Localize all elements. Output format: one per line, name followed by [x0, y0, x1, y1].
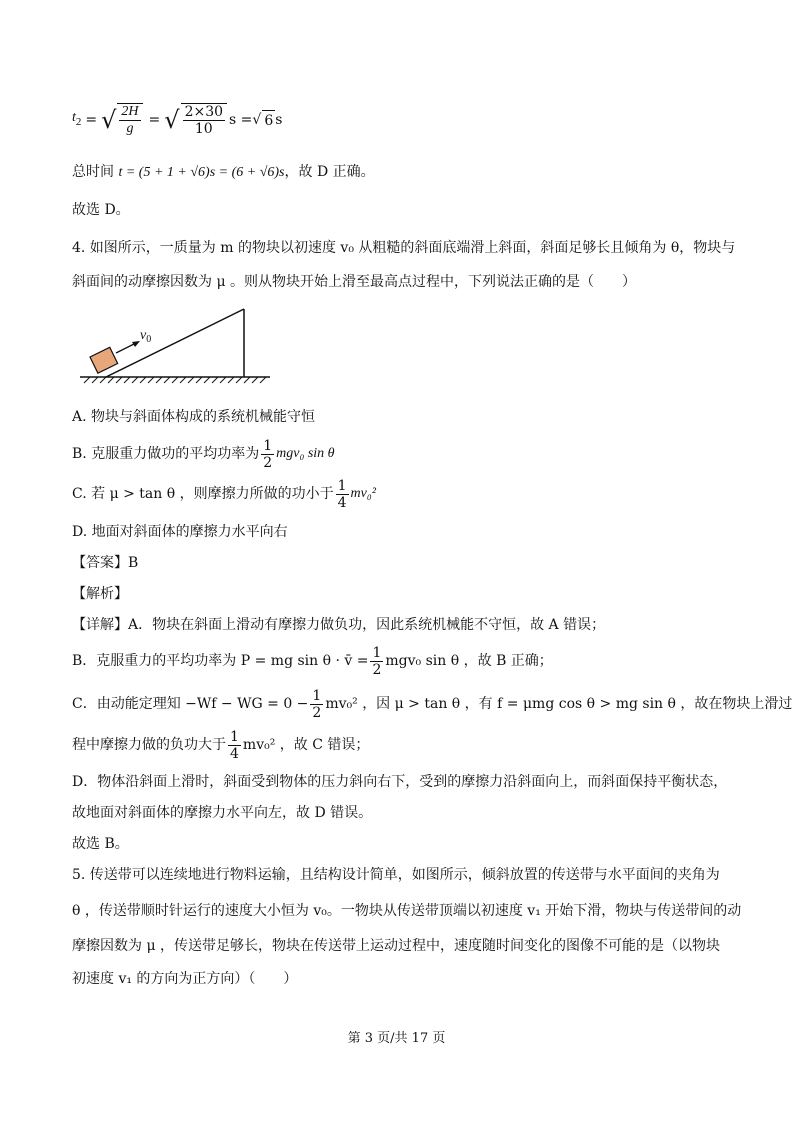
- detail-d-1: D．物体沿斜面上滑时，斜面受到物体的压力斜向右下，受到的摩擦力沿斜面向上，而斜面保持平衡状态，: [72, 774, 728, 790]
- q5-line4: 初速度 v₁ 的方向为正方向）（ ）: [72, 971, 298, 987]
- q5-line1: 5. 传送带可以连续地进行物料运输，且结构设计简单，如图所示，倾斜放置的传送带与水平面间的夹角为: [72, 867, 720, 883]
- q4-option-b: B. 克服重力做功的平均功率为 $\frac{1}{2}$ mgv₀ sin θ: [72, 437, 335, 471]
- incline-figure: [76, 305, 276, 385]
- formula-t2: $t_2$ = √ $\frac{2H}{g}$ = √ $\frac{2\times 30}{10}$ s = √ 6 s: [72, 104, 283, 137]
- answer-label: 【答案】B: [72, 555, 139, 571]
- q4-option-c: C. 若 μ > tan θ ，则摩擦力所做的功小于 $\frac{1}{4}$ mv₀²: [72, 477, 376, 511]
- q4-option-d: D. 地面对斜面体的摩擦力水平向右: [72, 524, 288, 540]
- total-time-line: 总时间 t = (5 + 1 + √6)s = (6 + √6)s，故 D 正确。: [72, 164, 375, 180]
- v0-label: $v_0$: [140, 328, 152, 345]
- sqrt-2h-over-g: $\frac{2H}{g}$: [117, 103, 142, 137]
- q4-option-a: A. 物块与斜面体构成的系统机械能守恒: [72, 409, 316, 425]
- ground-hatch: [84, 377, 266, 383]
- choose-d: 故选 D。: [72, 202, 130, 218]
- q4-line2: 斜面间的动摩擦因数为 μ 。则从物块开始上滑至最高点过程中，下列说法正确的是（ ）: [72, 274, 636, 290]
- detail-b: B．克服重力的平均功率为 P = mg sin θ · v̄ = $\frac{1}{2}$ mgv₀ sin θ ，故 B 正确；: [72, 644, 553, 678]
- q5-line3: 摩擦因数为 μ ，传送带足够长，物块在传送带上运动过程中，速度随时间变化的图像不可能的是（以物块: [72, 938, 720, 954]
- block: [90, 347, 118, 373]
- analysis-label: 【解析】: [72, 586, 128, 602]
- choose-b: 故选 B。: [72, 836, 129, 852]
- detail-a: 【详解】A．物块在斜面上滑动有摩擦力做负功，因此系统机械能不守恒，故 A 错误；: [72, 617, 606, 633]
- page-footer: 第 3 页/共 17 页: [347, 1031, 446, 1046]
- t2-symbol: $t_2$: [72, 110, 82, 128]
- incline-slope: [106, 309, 244, 377]
- q4-line1: 4. 如图所示，一质量为 m 的物块以初速度 v₀ 从粗糙的斜面底端滑上斜面，斜面足够长且倾角为 θ，物块与: [72, 240, 736, 256]
- detail-c-cont: 程中摩擦力做的负功大于 $\frac{1}{4}$ mv₀² ，故 C 错误；: [72, 728, 370, 762]
- q5-line2: θ ，传送带顺时针运行的速度大小恒为 v₀。一物块从传送带顶端以初速度 v₁ 开始下滑，物块与传送带间的动: [72, 903, 742, 919]
- detail-c: C．由动能定理知 −W f − W G = 0 − $\frac{1}{2}$ mv₀² ，因 μ > tan θ ，有 f = μmg cos θ > mg sin θ ，故在物块上滑过: [72, 687, 793, 721]
- detail-d-2: 故地面对斜面体的摩擦力水平向左，故 D 错误。: [72, 805, 373, 821]
- sqrt-2x30-over-10: $\frac{2\times 30}{10}$: [181, 103, 227, 137]
